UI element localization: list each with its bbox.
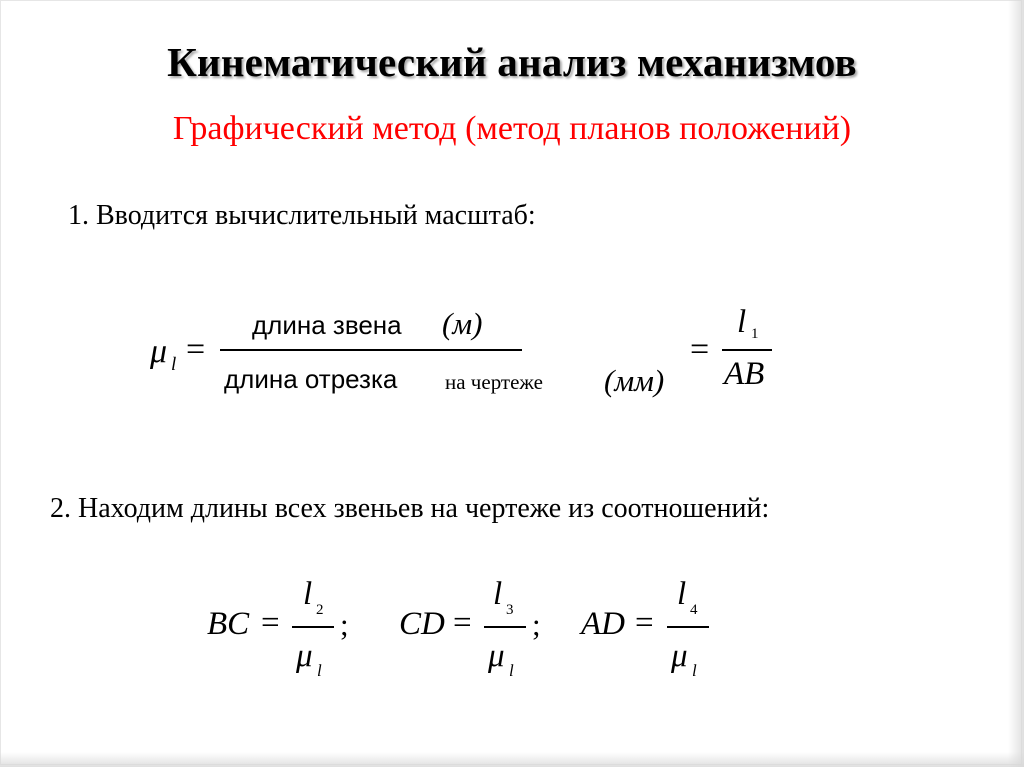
step-1-text: 1. Вводится вычислительный масштаб: xyxy=(68,200,536,231)
cd-equals: = xyxy=(453,605,472,641)
ab-symbol: AB xyxy=(724,356,765,392)
cd-fraction-bar xyxy=(484,626,526,628)
bc-equals: = xyxy=(261,605,280,641)
bc-symbol: BC xyxy=(207,606,250,642)
denominator-text: длина отрезка xyxy=(224,364,398,394)
denominator-unit: (мм) xyxy=(604,363,665,398)
ad-mu-subscript: l xyxy=(692,661,697,680)
ad-equals: = xyxy=(635,605,654,641)
l4-symbol: l xyxy=(677,576,687,612)
bc-mu-subscript: l xyxy=(317,661,322,680)
bc-mu-symbol: μ xyxy=(296,638,313,674)
mu-symbol: μ xyxy=(150,333,168,370)
slide-shadow-bottom xyxy=(0,752,1024,767)
bc-separator: ; xyxy=(340,607,349,642)
numerator-text: длина звена xyxy=(252,310,402,340)
ad-symbol: AD xyxy=(581,606,625,642)
step-2-text: 2. Находим длины всех звеньев на чертеже из соотношений: xyxy=(50,493,770,524)
l3-subscript: 3 xyxy=(506,602,514,618)
mu-subscript: l xyxy=(171,354,177,375)
l1-subscript: 1 xyxy=(751,326,759,342)
l3-symbol: l xyxy=(493,576,503,612)
cd-symbol: CD xyxy=(399,606,445,642)
cd-mu-subscript: l xyxy=(509,661,514,680)
cd-mu-symbol: μ xyxy=(488,638,505,674)
fraction-bar-2 xyxy=(722,349,772,351)
l1-symbol: l xyxy=(737,304,747,340)
equals-sign: = xyxy=(186,331,206,368)
cd-separator: ; xyxy=(532,607,541,642)
numerator-unit: (м) xyxy=(442,306,483,341)
equals-sign-2: = xyxy=(690,331,710,368)
bc-fraction-bar xyxy=(292,626,334,628)
l2-symbol: l xyxy=(303,576,313,612)
l4-subscript: 4 xyxy=(690,602,698,618)
l2-subscript: 2 xyxy=(316,602,324,618)
denominator-note: на чертеже xyxy=(445,370,543,394)
ad-mu-symbol: μ xyxy=(671,638,688,674)
ad-fraction-bar xyxy=(667,626,709,628)
fraction-bar xyxy=(220,349,522,351)
slide-subtitle: Графический метод (метод планов положений) xyxy=(172,110,852,147)
slide-title: Кинематический анализ механизмов xyxy=(167,39,857,85)
